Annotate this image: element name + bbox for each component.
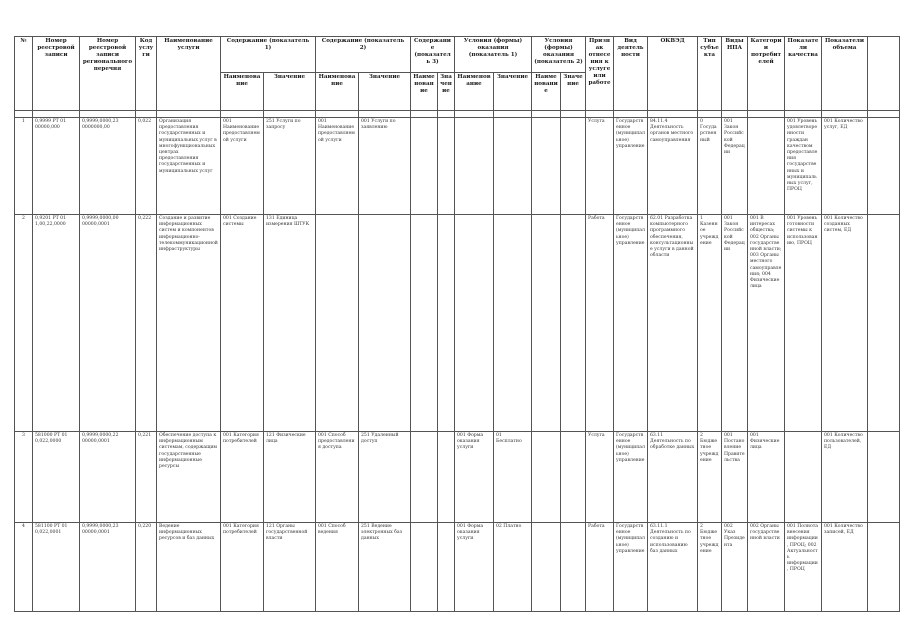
cell-quality: 001 Уровень готовности системы к использованию, ПРОЦ xyxy=(785,215,822,432)
header-okved: ОКВЭД xyxy=(648,37,698,111)
cell-c1-name: 001 Категория потребителей xyxy=(221,432,264,523)
cell-name: Обеспечение доступа к информационным системам, содержащим государственные информационные ресурсы xyxy=(157,432,221,523)
cell-quality: 001 Уровень удовлетворенности граждан качеством предоставления государственных и муниципальных услуг, ПРОЦ xyxy=(785,118,822,215)
cell-type: Работа xyxy=(586,523,614,612)
cell-volume: 001 Количество записей, ЕД xyxy=(822,523,868,612)
cell-regional-number: 0,9999,0000,23 0000000,00 xyxy=(80,118,136,215)
cell-c2-name: 001 Наименование предоставляемой услуги xyxy=(316,118,359,215)
cell-cond1-value: 02 Платно xyxy=(494,523,532,612)
cell-num: 2 xyxy=(15,215,33,432)
cell-volume: 001 Количество созданных систем, ЕД xyxy=(822,215,868,432)
cell-subject-type: 2 Бюджетное учреждение xyxy=(698,432,722,523)
cell-cond2-name xyxy=(532,523,561,612)
cell-consumers: 001 В интересах общества; 002 Органы государственной власти; 003 Органы местного самоуправления; 004 Физические лица xyxy=(748,215,785,432)
cell-num: 1 xyxy=(15,118,33,215)
cell-type: Услуга xyxy=(586,118,614,215)
cell-subject-type: 1 Казенное учреждение xyxy=(698,215,722,432)
cell-volume: 001 Количество пользователей, ЕД xyxy=(822,432,868,523)
cell-activity: Государственное (муниципальное) управление xyxy=(614,523,648,612)
cell-consumers: 001 Физические лица xyxy=(748,432,785,523)
cell-cond2-name xyxy=(532,118,561,215)
cell-c3-name xyxy=(411,215,438,432)
cell-c1-value: 121 Физические лица xyxy=(264,432,316,523)
cell-reg-number: 581100 PT 01 0,022,0001 xyxy=(33,523,80,612)
header-regional-number: Номер реестровой записи регионального перечня xyxy=(80,37,136,111)
cell-cond2-value xyxy=(561,432,586,523)
cell-activity: Государственное (муниципальное) управление xyxy=(614,118,648,215)
cell-c3-value xyxy=(438,118,455,215)
subheader-c3-name: Наименование xyxy=(411,73,438,111)
cell-quality: 001 Полнота внесения информации, ПРОЦ; 002 Актуальность информации, ПРОЦ xyxy=(785,523,822,612)
subheader-cond2-value: Значение xyxy=(561,73,586,111)
header-extra xyxy=(868,37,900,111)
cell-c2-value: 251 Удаленный доступ xyxy=(359,432,411,523)
cell-name: Ведение информационных ресурсов и баз данных xyxy=(157,523,221,612)
cell-c3-value xyxy=(438,432,455,523)
cell-extra xyxy=(868,523,900,612)
cell-c3-name xyxy=(411,118,438,215)
cell-type: Работа xyxy=(586,215,614,432)
cell-c2-name: 001 Способ предоставления доступа xyxy=(316,432,359,523)
header-volume: Показатели объема xyxy=(822,37,868,111)
cell-reg-number: 0,9201 PT 01 1,00,22,0000 xyxy=(33,215,80,432)
cell-activity: Государственное (муниципальное) управление xyxy=(614,215,648,432)
cell-cond1-name xyxy=(455,118,494,215)
cell-consumers: 002 Органы государственной власти xyxy=(748,523,785,612)
cell-code: 0,222 xyxy=(136,215,157,432)
cell-extra xyxy=(868,215,900,432)
header-reg-number: Номер реестровой записи xyxy=(33,37,80,111)
header-conditions-1: Условия (формы) оказания (показатель 1) xyxy=(455,37,532,73)
header-spacer-row xyxy=(15,111,900,118)
cell-extra xyxy=(868,432,900,523)
cell-name: Организация предоставления государственных и муниципальных услуг в многофункциональных центрах предоставления государственных и муниципальных услуг xyxy=(157,118,221,215)
table-row xyxy=(15,523,900,612)
cell-c1-value: 121 Органы государственной власти xyxy=(264,523,316,612)
cell-subject-type: 2 Бюджетное учреждение xyxy=(698,523,722,612)
header-quality: Показатели качества xyxy=(785,37,822,111)
cell-code: 0,221 xyxy=(136,432,157,523)
cell-num: 4 xyxy=(15,523,33,612)
cell-cond2-name xyxy=(532,432,561,523)
cell-npa: 002 Указ Президента xyxy=(722,523,748,612)
cell-c2-name: 001 Способ ведения xyxy=(316,523,359,612)
cell-num: 3 xyxy=(15,432,33,523)
cell-c1-name: 001 Наименование предоставляемой услуги xyxy=(221,118,264,215)
header-npa: Виды НПА xyxy=(722,37,748,111)
cell-cond2-name xyxy=(532,215,561,432)
header-activity: Вид деятельности xyxy=(614,37,648,111)
cell-reg-number: 581000 PT 01 0,022,0000 xyxy=(33,432,80,523)
header-content-2: Содержание (показатель 2) xyxy=(316,37,411,73)
header-type: Признак отнесения к услуге или работе xyxy=(586,37,614,111)
cell-regional-number: 0,9999,0000,23 00000,0001 xyxy=(80,523,136,612)
cell-okved: 63.11.1 Деятельность по созданию и использованию баз данных xyxy=(648,523,698,612)
cell-okved: 63.11 Деятельность по обработке данных xyxy=(648,432,698,523)
cell-cond1-value xyxy=(494,215,532,432)
subheader-c2-value: Значение xyxy=(359,73,411,111)
cell-cond1-name xyxy=(455,215,494,432)
cell-activity: Государственное (муниципальное) управление xyxy=(614,432,648,523)
cell-c3-value xyxy=(438,215,455,432)
cell-okved: 62.01 Разработка компьютерного программного обеспечения, консультационные услуги в данной области xyxy=(648,215,698,432)
header-content-1: Содержание (показатель 1) xyxy=(221,37,316,73)
cell-name: Создание и развитие информационных систем и компонентов информационно-телекоммуникационной инфраструктуры xyxy=(157,215,221,432)
table-row xyxy=(15,118,900,215)
cell-extra xyxy=(868,118,900,215)
subheader-c3-value: Значение xyxy=(438,73,455,111)
cell-c2-value: 251 Ведение электронных баз данных xyxy=(359,523,411,612)
cell-cond2-value xyxy=(561,523,586,612)
cell-quality xyxy=(785,432,822,523)
cell-c2-name xyxy=(316,215,359,432)
header-name: Наименование услуги xyxy=(157,37,221,111)
cell-c3-value xyxy=(438,523,455,612)
cell-cond1-name: 001 Форма оказания услуги xyxy=(455,432,494,523)
subheader-cond2-name: Наименование xyxy=(532,73,561,111)
cell-c2-value xyxy=(359,215,411,432)
subheader-c1-name: Наименование xyxy=(221,73,264,111)
table-row xyxy=(15,215,900,432)
cell-volume: 001 Количество услуг, ЕД xyxy=(822,118,868,215)
cell-c1-name: 001 Категория потребителей xyxy=(221,523,264,612)
cell-consumers xyxy=(748,118,785,215)
cell-npa: 001 Постановление Правительства xyxy=(722,432,748,523)
cell-code: 0,220 xyxy=(136,523,157,612)
cell-subject-type: 0 Государственный xyxy=(698,118,722,215)
registry-table-page xyxy=(14,36,890,612)
cell-code: 0,022 xyxy=(136,118,157,215)
header-conditions-2: Условия (формы) оказания (показатель 2) xyxy=(532,37,586,73)
cell-okved: 84.11.4 Деятельность органов местного самоуправления xyxy=(648,118,698,215)
header-subject-type: Тип субъекта xyxy=(698,37,722,111)
table-row xyxy=(15,432,900,523)
cell-npa: 001 Закон Российской Федерации xyxy=(722,118,748,215)
header-num: № xyxy=(15,37,33,111)
header-code: Код услуги xyxy=(136,37,157,111)
cell-reg-number: 0,9999 PT 01 00000,000 xyxy=(33,118,80,215)
subheader-c2-name: Наименование xyxy=(316,73,359,111)
header-consumers: Категории потребителей xyxy=(748,37,785,111)
cell-c1-value: 251 Услуги по запросу xyxy=(264,118,316,215)
header-content-3: Содержание (показатель 3) xyxy=(411,37,455,73)
cell-cond1-value xyxy=(494,118,532,215)
cell-regional-number: 0,9999,0000,00 00000,0001 xyxy=(80,215,136,432)
cell-c3-name xyxy=(411,523,438,612)
cell-cond2-value xyxy=(561,118,586,215)
cell-c1-name: 001 Создание системы xyxy=(221,215,264,432)
cell-regional-number: 0,9999,0000,22 00000,0001 xyxy=(80,432,136,523)
cell-cond2-value xyxy=(561,215,586,432)
cell-type: Услуга xyxy=(586,432,614,523)
subheader-cond1-value: Значение xyxy=(494,73,532,111)
cell-cond1-value: 01 Бесплатно xyxy=(494,432,532,523)
subheader-cond1-name: Наименование xyxy=(455,73,494,111)
cell-npa: 001 Закон Российской Федерации xyxy=(722,215,748,432)
cell-c1-value: 131 Единица измерения ШТУК xyxy=(264,215,316,432)
subheader-c1-value: Значение xyxy=(264,73,316,111)
cell-cond1-name: 001 Форма оказания услуги xyxy=(455,523,494,612)
cell-c3-name xyxy=(411,432,438,523)
services-registry-table xyxy=(14,36,900,612)
cell-c2-value: 001 Услуги по заявлению xyxy=(359,118,411,215)
